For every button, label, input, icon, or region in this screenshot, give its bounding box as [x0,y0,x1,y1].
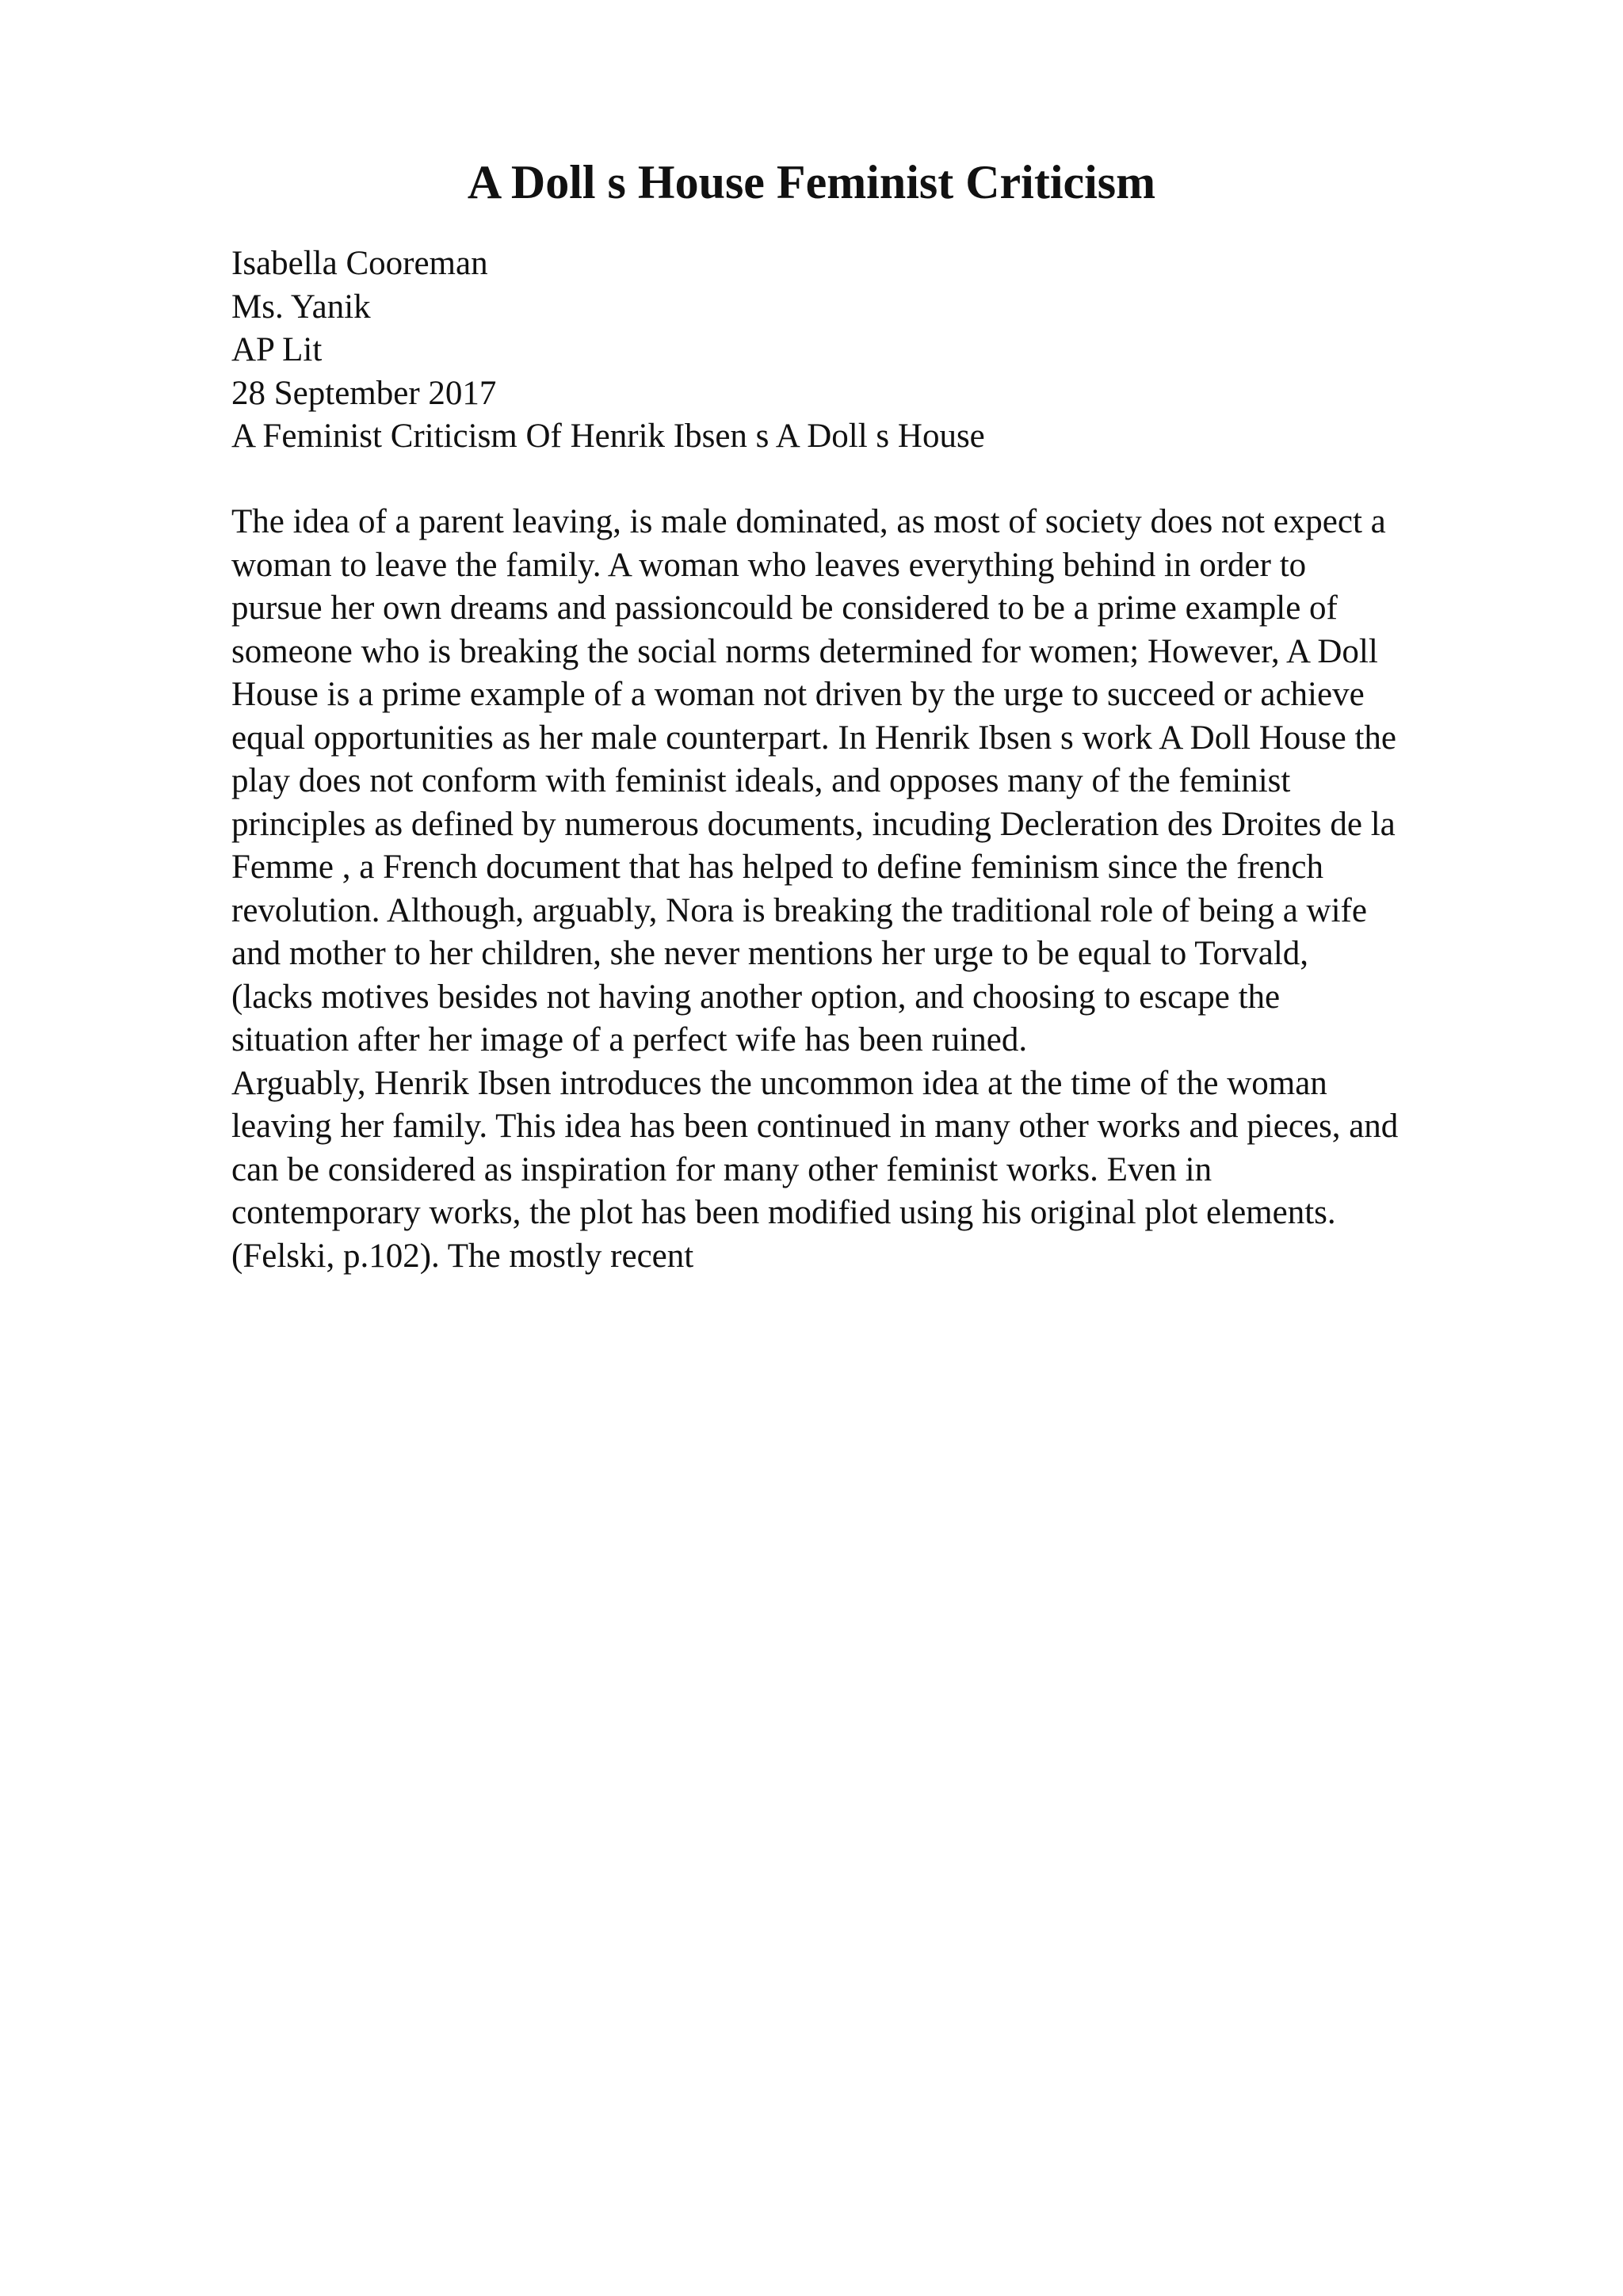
body-line: someone who is breaking the social norms determined for women; However, A Doll [231,632,1378,670]
essay-subtitle: A Feminist Criticism Of Henrik Ibsen s A Doll s House [231,418,985,455]
body-line: Femme , a French document that has helped to define feminism since the french [231,849,1323,886]
body-line: The idea of a parent leaving, is male dominated, as most of society does not expect a [231,503,1386,540]
author-name: Isabella Cooreman [231,245,488,282]
body-line: situation after her image of a perfect wife has been ruined. [231,1021,1028,1058]
body-line: (lacks motives besides not having another option, and choosing to escape the [231,978,1281,1016]
course-name: AP Lit [231,331,323,368]
body-line: can be considered as inspiration for many other feminist works. Even in [231,1150,1212,1188]
body-line: and mother to her children, she never mentions her urge to be equal to Torvald, [231,935,1309,972]
body-line: play does not conform with feminist ideals, and opposes many of the feminist [231,762,1291,799]
body-line: principles as defined by numerous documents, incuding Decleration des Droites de la [231,805,1396,843]
body-line: Arguably, Henrik Ibsen introduces the uncommon idea at the time of the woman [231,1064,1327,1102]
body-line: revolution. Although, arguably, Nora is breaking the traditional role of being a wife [231,891,1367,929]
body-line: woman to leave the family. A woman who leaves everything behind in order to [231,546,1307,584]
body-line: House is a prime example of a woman not driven by the urge to succeed or achieve [231,676,1365,713]
body-line: (Felski, p.102). The mostly recent [231,1237,694,1275]
body-line: equal opportunities as her male counterpart. In Henrik Ibsen s work A Doll House the [231,719,1396,757]
author-header [231,242,1579,459]
body-line: pursue her own dreams and passioncould be considered to be a prime example of [231,589,1338,627]
document-title: A Doll s House Feminist Criticism [467,156,1156,208]
document-date: 28 September 2017 [231,374,497,412]
body-line: leaving her family. This idea has been continued in many other works and pieces, and [231,1108,1399,1145]
essay-body [231,501,1594,1278]
body-line: contemporary works, the plot has been modified using his original plot elements. [231,1194,1336,1231]
teacher-name: Ms. Yanik [231,288,371,326]
